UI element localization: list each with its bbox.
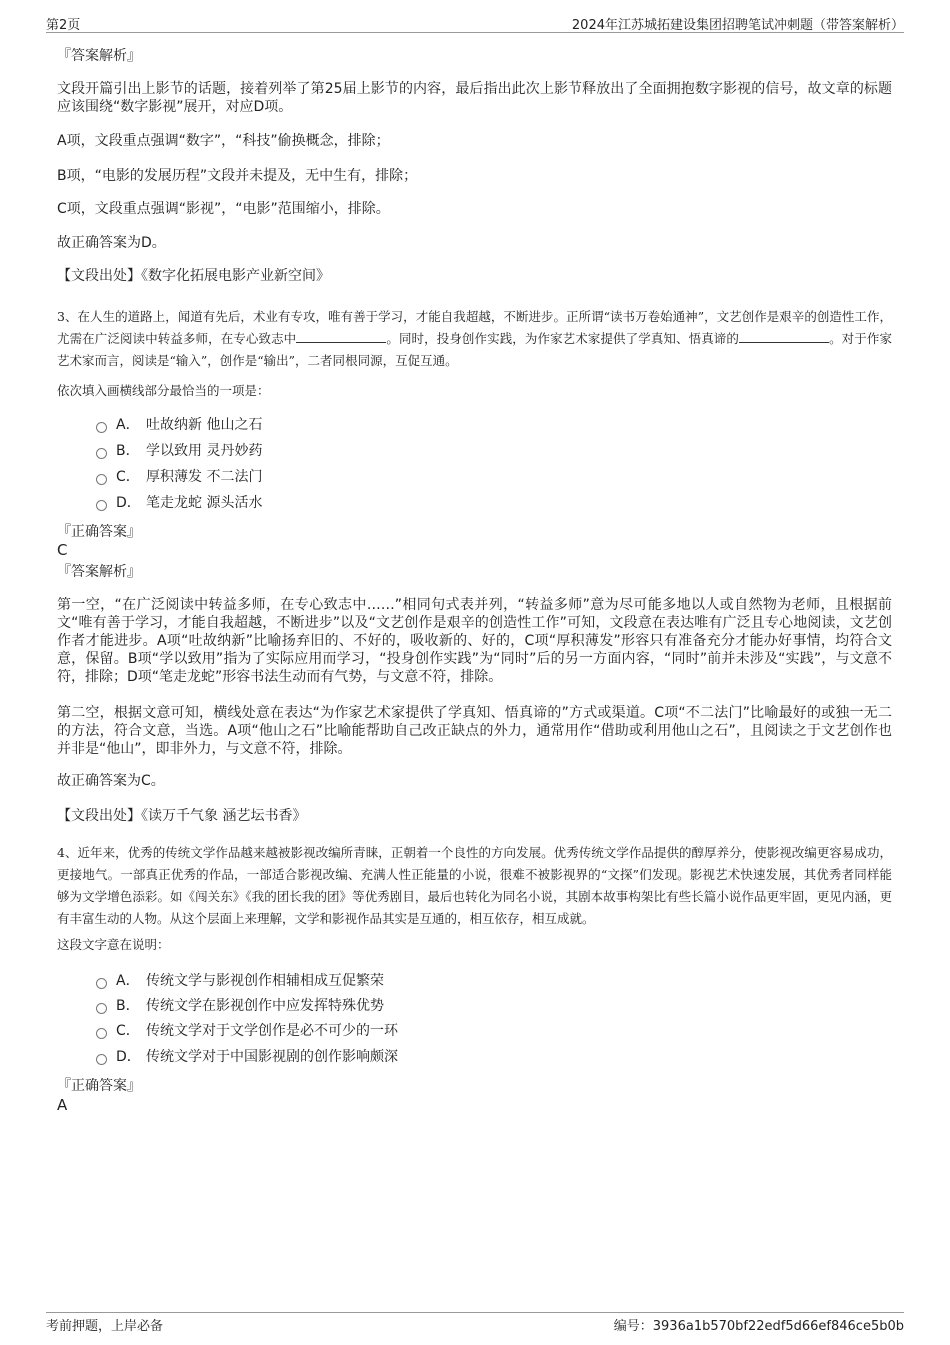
- q3-answer-label: 『正确答案』: [57, 524, 141, 540]
- q3-prompt: 依次填入画横线部分最恰当的一项是：: [57, 383, 270, 398]
- q3-option-d[interactable]: D． 笔走龙蛇 源头活水: [96, 492, 262, 514]
- q4-option-c[interactable]: C． 传统文学对于文学创作是必不可少的一环: [96, 1020, 398, 1042]
- q4-option-d[interactable]: D． 传统文学对于中国影视剧的创作影响颇深: [96, 1046, 398, 1068]
- radio-icon[interactable]: [96, 1003, 107, 1014]
- q3-stem-part3: 。对于作家艺术家而言，阅读是“输入”，创作是“输出”，二者同根同源，互促互通。: [57, 331, 892, 368]
- q3-analysis-label: 『答案解析』: [57, 564, 141, 580]
- radio-icon[interactable]: [96, 1028, 107, 1039]
- q3-option-b[interactable]: B． 学以致用 灵丹妙药: [96, 440, 262, 462]
- page-footer: [46, 1312, 904, 1333]
- q3-option-c[interactable]: C． 厚积薄发 不二法门: [96, 466, 262, 488]
- q4-prompt: 这段文字意在说明：: [57, 937, 170, 952]
- footer-slogan: 考前押题，上岸必备: [46, 1319, 164, 1334]
- q3-option-a[interactable]: A． 吐故纳新 他山之石: [96, 414, 262, 436]
- q2-source: 【文段出处】《数字化拓展电影产业新空间》: [57, 268, 330, 284]
- q2-analysis-p5: 故正确答案为D。: [57, 235, 166, 251]
- q3-blank-2: [739, 330, 829, 343]
- q3-blank-1: [296, 330, 386, 343]
- document-code: 编号：3936a1b570bf22edf5d66ef846ce5b0b: [613, 1319, 904, 1334]
- q4-option-a[interactable]: A． 传统文学与影视创作相辅相成互促繁荣: [96, 970, 384, 992]
- radio-icon[interactable]: [96, 474, 107, 485]
- q3-stem-part1: 3、在人生的道路上，闻道有先后，术业有专攻，唯有善于学习，才能自我超越，不断进步。正所谓“读书万卷始通神”，文艺创作是艰辛的创造性工作，尤需在广泛阅读中转益多师，在专心致志中: [57, 309, 892, 346]
- q2-analysis-p4: C项，文段重点强调“影视”，“电影”范围缩小，排除。: [57, 201, 390, 217]
- q4-stem: 4、近年来，优秀的传统文学作品越来越被影视改编所青睐，正朝着一个良性的方向发展。优秀传统文学作品提供的醇厚养分，使影视改编更容易成功，更接地气。一部真正优秀的作品，一部适合影视改编、充满人性正能量的小说，很难不被影视界的“文探”们发现。影视艺术快速发展，其优秀者同样能够为文学增色添彩。如《闯关东》《我的团长我的团》等优秀剧目，最后也转化为同名小说，其剧本故事构架比有些长篇小说作品更牢固，更见内涵，更有丰富生动的人物。从这个层面上来理解，文学和影视作品其实是互通的，相互依存，相互成就。: [57, 845, 892, 926]
- q3-stem-part2: 。同时，投身创作实践，为作家艺术家提供了学真知、悟真谛的: [386, 331, 739, 346]
- q3-analysis-p3: 故正确答案为C。: [57, 773, 165, 789]
- radio-icon[interactable]: [96, 500, 107, 511]
- page-number: 第2页: [46, 18, 81, 33]
- q4-answer: A: [57, 1096, 68, 1114]
- q2-analysis-label: 『答案解析』: [57, 48, 141, 64]
- radio-icon[interactable]: [96, 1054, 107, 1065]
- q3-source: 【文段出处】《读万千气象 涵艺坛书香》: [57, 808, 307, 824]
- radio-icon[interactable]: [96, 978, 107, 989]
- radio-icon[interactable]: [96, 448, 107, 459]
- q3-answer: C: [57, 541, 68, 559]
- q3-analysis-p2: 第二空，根据文意可知，横线处意在表达“为作家艺术家提供了学真知、悟真谛的”方式或渠道。C项“不二法门”比喻最好的或独一无二的方法，符合文意，当选。A项“他山之石”比喻能帮助自己改正缺点的外力，通常用作“借助或利用他山之石”，且阅读之于文艺创作也并非是“他山”，即非外力，与文意不符，排除。: [57, 705, 892, 757]
- q2-analysis-p2: A项，文段重点强调“数字”，“科技”偷换概念，排除；: [57, 133, 390, 149]
- q3-analysis-p1: 第一空，“在广泛阅读中转益多师，在专心致志中……”相同句式表并列，“转益多师”意为尽可能多地以人或自然物为老师，且根据前文“唯有善于学习，才能自我超越，不断进步”以及“文艺创作是艰辛的创造性工作”可知，文段意在表达唯有广泛且专心地阅读，文艺创作者才能进步。A项“吐故纳新”比喻扬弃旧的、不好的，吸收新的、好的，C项“厚积薄发”形容只有准备充分才能办好事情，均符合文意，保留。B项“学以致用”指为了实际应用而学习，“投身创作实践”为“同时”后的另一方面内容，“同时”前并未涉及“实践”，与文意不符，排除；D项“笔走龙蛇”形容书法生动而有气势，与文意不符，排除。: [57, 597, 892, 685]
- document-title: 2024年江苏城拓建设集团招聘笔试冲刺题（带答案解析）: [571, 18, 904, 33]
- q2-analysis-p1: 文段开篇引出上影节的话题，接着列举了第25届上影节的内容，最后指出此次上影节释放出了全面拥抱数字影视的信号，故文章的标题应该围绕“数字影视”展开，对应D项。: [57, 81, 892, 115]
- q4-answer-label: 『正确答案』: [57, 1078, 141, 1094]
- q2-analysis-p3: B项，“电影的发展历程”文段并未提及，无中生有，排除；: [57, 168, 418, 184]
- q3-stem: [57, 306, 892, 372]
- q4-option-b[interactable]: B． 传统文学在影视创作中应发挥特殊优势: [96, 995, 384, 1017]
- page-header: [46, 14, 904, 33]
- radio-icon[interactable]: [96, 422, 107, 433]
